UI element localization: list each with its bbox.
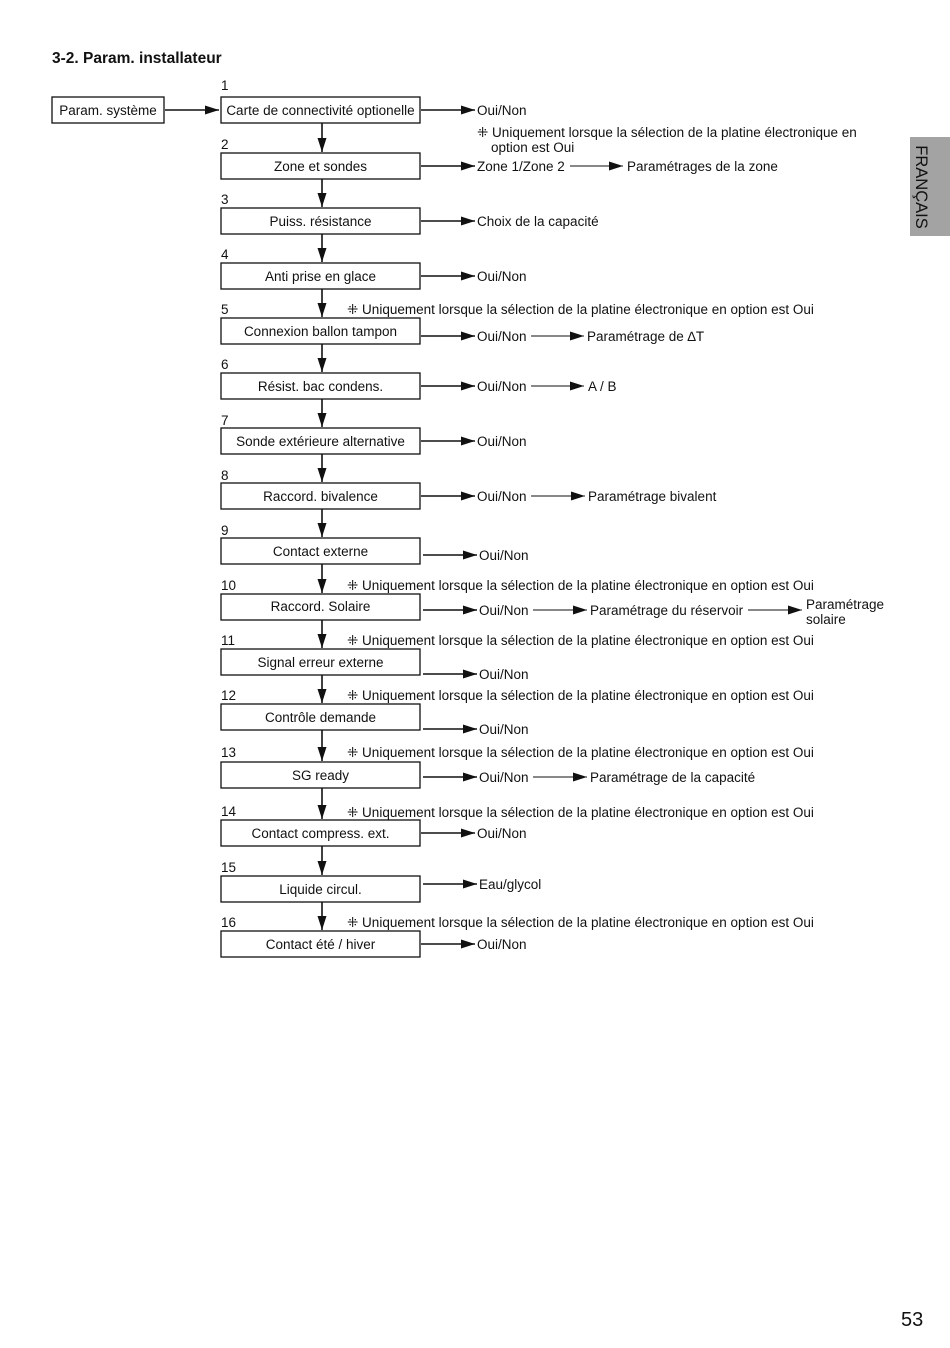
output-option: Oui/Non	[477, 103, 527, 118]
condition-note: ⁜ Uniquement lorsque la sélection de la platine électronique en option est Oui	[347, 688, 814, 703]
step-number: 3	[221, 192, 229, 207]
step-number: 10	[221, 578, 237, 593]
step-number: 16	[221, 915, 237, 930]
condition-note: ⁜ Uniquement lorsque la sélection de la platine électronique en option est Oui	[347, 915, 814, 930]
step-number: 9	[221, 523, 229, 538]
step-number: 5	[221, 302, 229, 317]
output-option: Paramétrage bivalent	[588, 489, 717, 504]
step-16	[221, 915, 814, 957]
output-option: Eau/glycol	[479, 877, 542, 892]
step-6	[221, 357, 617, 399]
output-option: Oui/Non	[477, 269, 527, 284]
step-label: Résist. bac condens.	[257, 379, 384, 394]
section-title: 3-2. Param. installateur	[52, 50, 222, 67]
step-label: SG ready	[291, 768, 350, 783]
output-option: solaire	[806, 612, 846, 627]
output-option: Oui/Non	[477, 329, 527, 344]
step-7	[221, 413, 527, 454]
step-label: Raccord. Solaire	[270, 599, 371, 614]
step-number: 1	[221, 78, 229, 93]
step-label: Puiss. résistance	[269, 214, 372, 229]
step-label: Carte de connectivité optionelle	[226, 103, 415, 118]
step-13	[221, 745, 814, 788]
step-4	[221, 247, 527, 289]
step-label: Contact été / hiver	[265, 937, 376, 952]
output-option: Paramétrages de la zone	[627, 159, 778, 174]
language-tab-label: FRANÇAIS	[912, 145, 930, 229]
step-number: 12	[221, 688, 237, 703]
step-label: Contact compress. ext.	[251, 826, 390, 841]
output-option: Oui/Non	[479, 722, 529, 737]
step-number: 11	[221, 633, 236, 648]
condition-note: ⁜ Uniquement lorsque la sélection de la platine électronique en option est Oui	[347, 578, 814, 593]
step-number: 4	[221, 247, 229, 262]
step-label: Contact externe	[272, 544, 369, 559]
step-label: Raccord. bivalence	[263, 489, 378, 504]
step-14	[221, 804, 814, 846]
root-label: Param. système	[59, 103, 157, 118]
condition-note: ⁜ Uniquement lorsque la sélection de la platine électronique en option est Oui	[347, 745, 814, 760]
output-option: Choix de la capacité	[477, 214, 599, 229]
output-option: Paramétrage de la capacité	[590, 770, 756, 785]
step-9	[221, 523, 529, 564]
step-label: Contrôle demande	[264, 710, 377, 725]
step-number: 8	[221, 468, 229, 483]
step-number: 6	[221, 357, 229, 372]
output-option: Oui/Non	[477, 826, 527, 841]
step-number: 13	[221, 745, 237, 760]
output-option: Oui/Non	[479, 603, 529, 618]
condition-note: ⁜ Uniquement lorsque la sélection de la platine électronique en option est Oui	[347, 633, 814, 648]
step-number: 7	[221, 413, 229, 428]
output-option: Oui/Non	[477, 379, 527, 394]
output-option: Oui/Non	[479, 548, 529, 563]
step-1	[221, 78, 857, 155]
output-option: Oui/Non	[477, 489, 527, 504]
step-label: Liquide circul.	[279, 882, 362, 897]
step-number: 15	[221, 860, 237, 875]
output-option: Paramétrage	[806, 597, 885, 612]
output-option: Oui/Non	[477, 937, 527, 952]
condition-note: ⁜ Uniquement lorsque la sélection de la platine électronique en option est Oui	[347, 302, 814, 317]
step-10	[221, 578, 884, 627]
step-11	[221, 633, 814, 682]
step-3	[221, 192, 599, 234]
step-label: Anti prise en glace	[264, 269, 377, 284]
output-option: Paramétrage du réservoir	[590, 603, 744, 618]
step-number: 2	[221, 137, 229, 152]
root-node	[52, 97, 164, 123]
output-option: Oui/Non	[479, 770, 529, 785]
step-label: Sonde extérieure alternative	[236, 434, 405, 449]
output-option: Oui/Non	[477, 434, 527, 449]
step-12	[221, 688, 814, 737]
condition-note: ⁜ Uniquement lorsque la sélection de la platine électronique en option est Oui	[347, 805, 814, 820]
step-label: Signal erreur externe	[257, 655, 384, 670]
step-label: Zone et sondes	[273, 159, 368, 174]
step-number: 14	[221, 804, 237, 819]
step-8	[221, 468, 717, 509]
step-5	[221, 302, 814, 344]
output-option: Paramétrage de ∆T	[587, 329, 705, 344]
step-label: Connexion ballon tampon	[243, 324, 398, 339]
output-option: A / B	[588, 379, 617, 394]
output-option: Oui/Non	[479, 667, 529, 682]
page-number: 53	[901, 1309, 924, 1331]
output-option: Zone 1/Zone 2	[477, 159, 565, 174]
condition-note: ⁜ Uniquement lorsque la sélection de la platine électronique en	[477, 125, 857, 140]
condition-note: option est Oui	[491, 140, 575, 155]
language-tab	[910, 137, 950, 236]
step-15	[221, 860, 541, 902]
